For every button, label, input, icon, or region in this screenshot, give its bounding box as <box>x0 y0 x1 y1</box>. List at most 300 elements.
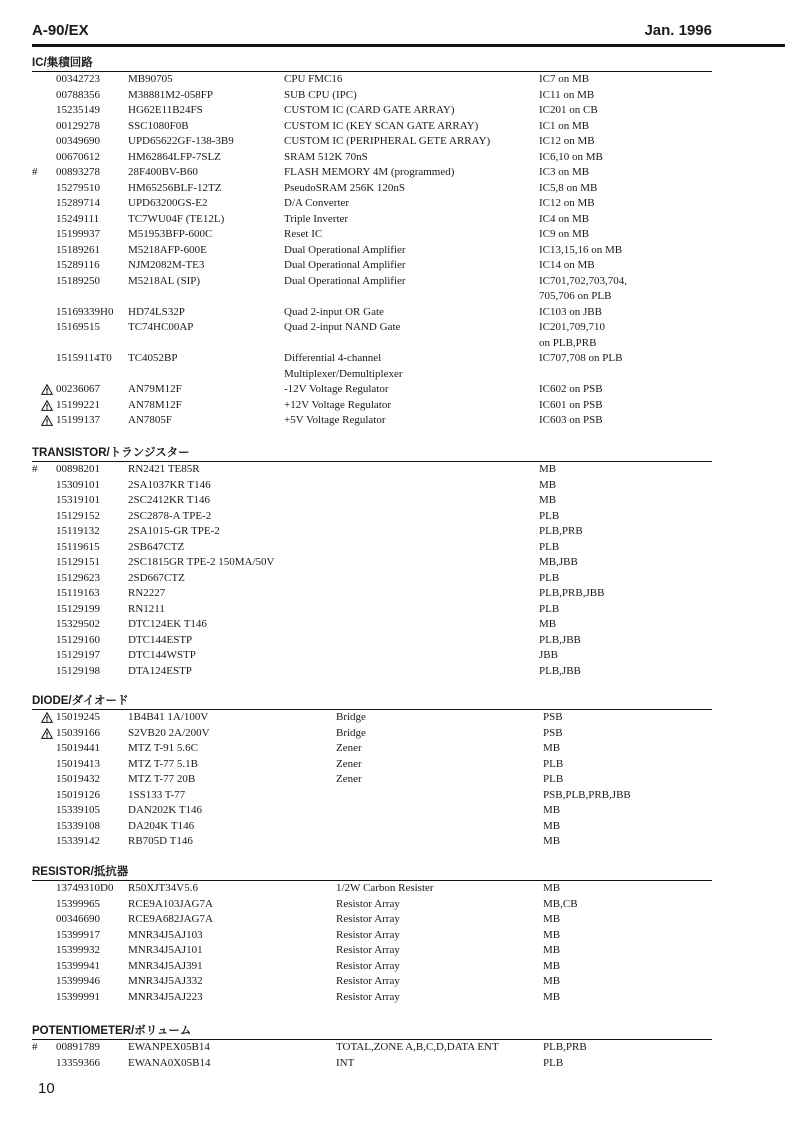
part-number: 00236067 <box>56 383 100 395</box>
description <box>284 212 348 228</box>
part-name: NJM2082M-TE3 <box>128 259 205 271</box>
location-line: PSB,PLB,PRB,JBB <box>543 788 631 801</box>
part-number: 15119615 <box>56 540 100 553</box>
description-line: Zener <box>336 742 362 754</box>
part-number: 15399932 <box>56 944 100 956</box>
section-title: DIODE/ダイオード <box>32 695 129 707</box>
page-number: 10 <box>38 1080 55 1097</box>
table-row <box>32 555 712 571</box>
part-number: 00342723 <box>56 73 100 85</box>
part-name: 2SC2878-A TPE-2 <box>128 509 212 522</box>
location-line: IC5,8 on MB <box>539 181 598 194</box>
description <box>284 88 357 104</box>
location-line: IC103 on JBB <box>539 305 602 318</box>
description-line: 1/2W Carbon Resister <box>336 882 434 894</box>
location <box>543 757 563 773</box>
location <box>539 305 602 321</box>
header-date: Jan. 1996 <box>644 22 712 39</box>
table-row <box>32 72 712 88</box>
part-name: 2SA1037KR T146 <box>128 478 211 491</box>
location-line: MB <box>543 804 561 816</box>
part-name: AN79M12F <box>128 383 182 395</box>
part-number: 15199221 <box>56 398 100 411</box>
part-number: 15039166 <box>56 726 100 739</box>
description-line: PseudoSRAM 256K 120nS <box>284 181 406 194</box>
part-number: 15309101 <box>56 478 100 491</box>
part-number: 15129623 <box>56 571 100 584</box>
location <box>539 398 603 414</box>
description <box>284 196 349 212</box>
table-row <box>32 413 712 429</box>
part-number: 15169339H0 <box>56 305 114 318</box>
part-number: 00349690 <box>56 135 100 147</box>
part-name: MNR34J5AJ223 <box>128 990 203 1003</box>
table-row <box>32 757 712 773</box>
revision-mark: # <box>32 463 38 475</box>
location-line: MB <box>539 463 557 475</box>
part-number: 00788356 <box>56 88 100 101</box>
table-row <box>32 1040 712 1056</box>
location <box>543 928 560 944</box>
table-row <box>32 819 712 835</box>
part-number: 15019126 <box>56 788 100 801</box>
location-line: IC14 on MB <box>539 259 595 271</box>
location <box>539 413 603 429</box>
description-line: -12V Voltage Regulator <box>284 383 389 395</box>
location <box>539 540 559 556</box>
table-row <box>32 741 712 757</box>
location-line: MB <box>543 928 561 941</box>
part-number: 15129197 <box>56 649 100 661</box>
location-line: IC7 on MB <box>539 73 590 85</box>
location-line: PLB,JBB <box>539 664 581 677</box>
part-number: 15129160 <box>56 633 100 646</box>
table-row <box>32 165 712 181</box>
description-line: Resistor Array <box>336 959 400 972</box>
part-name: DTC124EK T146 <box>128 618 207 630</box>
table-row <box>32 150 712 166</box>
part-name: MTZ T-91 5.6C <box>128 742 198 754</box>
part-number: 00670612 <box>56 150 100 163</box>
table-row <box>32 181 712 197</box>
part-name: HD74LS32P <box>128 305 185 318</box>
location <box>539 274 627 305</box>
part-name: HG62E11B24FS <box>128 104 203 116</box>
section-title: RESISTOR/抵抗器 <box>32 866 129 878</box>
part-name: M38881M2-058FP <box>128 88 213 101</box>
section <box>32 56 712 429</box>
location <box>539 181 597 197</box>
location-line: IC3 on MB <box>539 166 590 178</box>
description <box>336 897 400 913</box>
table-row <box>32 943 712 959</box>
location-line: PLB <box>539 540 560 553</box>
location-line: PLB <box>539 571 560 584</box>
location-line: PLB,PRB,JBB <box>539 587 605 599</box>
part-name: EWANA0X05B14 <box>128 1056 211 1069</box>
part-name: HM62864LFP-7SLZ <box>128 150 221 163</box>
location-line: MB <box>539 618 557 630</box>
table-row <box>32 633 712 649</box>
location <box>543 912 560 928</box>
section-rows <box>32 462 712 679</box>
location-line: IC11 on MB <box>539 88 595 101</box>
part-number: 15399991 <box>56 990 100 1003</box>
part-number: 15399941 <box>56 959 100 972</box>
table-row <box>32 88 712 104</box>
description <box>284 119 478 135</box>
location-line: PLB,JBB <box>539 633 581 646</box>
part-number: 15399965 <box>56 897 100 910</box>
part-number: 15129198 <box>56 664 100 677</box>
location-line: PLB <box>543 1056 564 1069</box>
description-line: Bridge <box>336 726 366 739</box>
location-line: IC201 on CB <box>539 104 598 116</box>
part-name: AN7805F <box>128 414 173 426</box>
part-number: 15019441 <box>56 742 100 754</box>
table-row <box>32 509 712 525</box>
description-line: Zener <box>336 773 362 785</box>
part-name: RB705D T146 <box>128 835 193 847</box>
table-row <box>32 103 712 119</box>
table-row <box>32 227 712 243</box>
table-row <box>32 772 712 788</box>
part-number: 15339142 <box>56 835 100 847</box>
part-number: 15119132 <box>56 525 100 537</box>
location-line: PLB,PRB <box>539 525 583 537</box>
location <box>539 258 595 274</box>
table-row <box>32 974 712 990</box>
part-number: 15399946 <box>56 975 100 987</box>
location-line: MB <box>543 975 561 987</box>
part-name: M5218AFP-600E <box>128 243 207 256</box>
section <box>32 1024 712 1071</box>
table-row <box>32 788 712 804</box>
part-number: 15199937 <box>56 228 100 240</box>
description <box>284 227 322 243</box>
part-number: 15019432 <box>56 773 100 785</box>
part-number: 15279510 <box>56 181 100 194</box>
part-name: DAN202K T146 <box>128 804 203 816</box>
part-number: 15289116 <box>56 259 100 271</box>
warning-triangle-icon <box>41 415 57 426</box>
part-name: AN78M12F <box>128 398 182 411</box>
section-rows <box>32 881 712 1005</box>
table-row <box>32 897 712 913</box>
location <box>539 493 556 509</box>
location <box>539 227 589 243</box>
part-number: 00898201 <box>56 463 100 475</box>
description <box>336 741 362 757</box>
part-name: 2SB647CTZ <box>128 540 185 553</box>
table-row <box>32 274 712 305</box>
location <box>539 648 558 664</box>
part-name: MNR34J5AJ391 <box>128 959 203 972</box>
location-line: MB <box>539 478 557 491</box>
description-line: Triple Inverter <box>284 212 349 225</box>
description <box>284 320 400 336</box>
table-row <box>32 196 712 212</box>
location-line: MB <box>543 944 561 956</box>
model-name: A-90/EX <box>32 22 89 39</box>
description-line: D/A Converter <box>284 197 350 209</box>
description <box>336 990 400 1006</box>
location <box>543 803 560 819</box>
location <box>539 602 559 618</box>
location <box>543 1040 587 1056</box>
table-row <box>32 990 712 1006</box>
part-number: 13359366 <box>56 1056 100 1069</box>
section <box>32 446 712 679</box>
description <box>284 258 406 274</box>
table-row <box>32 726 712 742</box>
location <box>543 897 578 913</box>
location <box>543 881 560 897</box>
section <box>32 694 712 850</box>
location-line: IC6,10 on MB <box>539 150 603 163</box>
revision-mark: # <box>32 1041 38 1053</box>
description <box>336 943 400 959</box>
table-row <box>32 212 712 228</box>
part-number: 15019413 <box>56 757 100 770</box>
description-line: Zener <box>336 757 362 770</box>
part-number: 15339105 <box>56 804 100 816</box>
part-number: 15289714 <box>56 197 100 209</box>
part-number: 15329502 <box>56 618 100 630</box>
part-number: 15235149 <box>56 104 100 116</box>
location <box>543 788 631 804</box>
description <box>336 1040 499 1056</box>
location <box>543 819 560 835</box>
table-row <box>32 258 712 274</box>
revision-mark: # <box>32 166 38 178</box>
location <box>543 990 560 1006</box>
table-row <box>32 928 712 944</box>
location-line: IC601 on PSB <box>539 398 603 411</box>
table-row <box>32 803 712 819</box>
table-row <box>32 710 712 726</box>
description-line: Multiplexer/Demultiplexer <box>284 367 403 380</box>
section-title: TRANSISTOR/トランジスター <box>32 447 190 459</box>
table-row <box>32 571 712 587</box>
location <box>539 212 589 228</box>
part-name: UPD63200GS-E2 <box>128 197 208 209</box>
description-line: Dual Operational Amplifier <box>284 259 406 271</box>
part-name: 1SS133 T-77 <box>128 788 186 801</box>
location-line: JBB <box>539 649 558 661</box>
location-line: IC9 on MB <box>539 228 590 240</box>
part-name: R50XJT34V5.6 <box>128 882 198 894</box>
location-line: IC1 on MB <box>539 119 590 132</box>
part-name: 28F400BV-B60 <box>128 166 198 178</box>
part-name: M51953BFP-600C <box>128 228 213 240</box>
part-number: 15249111 <box>56 212 100 225</box>
description <box>284 413 386 429</box>
part-name: MNR34J5AJ101 <box>128 944 203 956</box>
part-name: DA204K T146 <box>128 819 195 832</box>
part-name: TC74HC00AP <box>128 321 194 333</box>
location <box>539 633 581 649</box>
part-name: 2SC2412KR T146 <box>128 494 211 506</box>
location <box>539 165 589 181</box>
part-number: 15129152 <box>56 509 100 522</box>
description-line: Dual Operational Amplifier <box>284 243 406 256</box>
description <box>284 134 490 150</box>
location <box>543 834 560 850</box>
location <box>539 88 594 104</box>
description <box>336 1056 354 1072</box>
location-line: MB <box>543 742 561 754</box>
part-name: MNR34J5AJ103 <box>128 928 203 941</box>
description <box>284 382 389 398</box>
location <box>539 196 595 212</box>
description <box>284 274 406 290</box>
warning-triangle-icon <box>41 712 57 723</box>
location <box>539 103 598 119</box>
part-name: MB90705 <box>128 73 173 85</box>
location <box>539 150 603 166</box>
location <box>539 134 595 150</box>
location <box>543 1056 563 1072</box>
location-line: MB,JBB <box>539 556 578 568</box>
location-line: IC12 on MB <box>539 135 595 147</box>
section-rows <box>32 72 712 429</box>
table-row <box>32 1056 712 1072</box>
table-row <box>32 462 712 478</box>
location <box>539 72 589 88</box>
location <box>539 462 556 478</box>
part-number: 15319101 <box>56 494 100 506</box>
description-line: SUB CPU (IPC) <box>284 88 357 101</box>
description-line: CUSTOM IC (PERIPHERAL GETE ARRAY) <box>284 135 491 147</box>
location-line: MB <box>543 819 561 832</box>
location <box>539 351 622 367</box>
part-number: 00891789 <box>56 1041 100 1053</box>
table-row <box>32 478 712 494</box>
location <box>539 320 605 351</box>
description-line: Resistor Array <box>336 944 400 956</box>
part-number: 15199137 <box>56 414 100 426</box>
description-line: Resistor Array <box>336 975 400 987</box>
description <box>284 150 368 166</box>
description <box>284 398 391 414</box>
section <box>32 865 712 1005</box>
table-row <box>32 617 712 633</box>
section-title: IC/集積回路 <box>32 57 93 69</box>
location-line: IC13,15,16 on MB <box>539 243 623 256</box>
description-line: Resistor Array <box>336 897 400 910</box>
description <box>284 243 406 259</box>
part-name: S2VB20 2A/200V <box>128 726 210 739</box>
location-line: PLB <box>539 602 560 615</box>
part-number: 13749310D0 <box>56 882 114 894</box>
location <box>543 974 560 990</box>
description <box>336 912 400 928</box>
location-line: MB <box>543 835 561 847</box>
description-line: CUSTOM IC (CARD GATE ARRAY) <box>284 104 455 116</box>
table-row <box>32 834 712 850</box>
location-line: PSB <box>543 726 563 739</box>
part-name: SSC1080F0B <box>128 119 189 132</box>
description-line: +5V Voltage Regulator <box>284 414 386 426</box>
part-name: 1B4B41 1A/100V <box>128 711 209 723</box>
location-line: IC4 on MB <box>539 212 590 225</box>
part-number: 15129199 <box>56 602 100 615</box>
location <box>539 509 559 525</box>
location-line: IC701,702,703,704, <box>539 274 627 287</box>
part-name: EWANPEX05B14 <box>128 1041 210 1053</box>
description-line: Quad 2-input NAND Gate <box>284 321 401 333</box>
location-line: IC201,709,710 <box>539 321 605 333</box>
description-line: Dual Operational Amplifier <box>284 274 406 287</box>
part-number: 15119163 <box>56 587 100 599</box>
location <box>539 524 583 540</box>
description-line: Differential 4-channel <box>284 352 382 364</box>
description-line: Reset IC <box>284 228 323 240</box>
location-line: 705,706 on PLB <box>539 290 612 302</box>
description <box>284 72 342 88</box>
location-line: IC707,708 on PLB <box>539 352 623 364</box>
part-name: RN2421 TE85R <box>128 463 200 475</box>
part-number: 15189250 <box>56 274 100 287</box>
location <box>539 478 556 494</box>
description <box>284 103 455 119</box>
part-number: 15399917 <box>56 928 100 941</box>
section-title: POTENTIOMETER/ボリューム <box>32 1025 192 1037</box>
description-line: SRAM 512K 70nS <box>284 150 368 163</box>
location-line: PLB,PRB <box>543 1041 587 1053</box>
location-line: MB <box>543 913 561 925</box>
location <box>543 772 563 788</box>
description-line: TOTAL,ZONE A,B,C,D,DATA ENT <box>336 1041 499 1053</box>
location <box>539 664 581 680</box>
location <box>543 741 560 757</box>
part-number: 00346690 <box>56 913 100 925</box>
description <box>336 710 366 726</box>
location <box>539 555 578 571</box>
section-rows <box>32 1040 712 1071</box>
description-line: CPU FMC16 <box>284 73 343 85</box>
location <box>539 382 603 398</box>
warning-triangle-icon <box>41 400 57 411</box>
part-number: 15189261 <box>56 243 100 256</box>
part-name: MTZ T-77 20B <box>128 773 196 785</box>
table-row <box>32 912 712 928</box>
location <box>543 943 560 959</box>
warning-triangle-icon <box>41 384 57 395</box>
table-row <box>32 493 712 509</box>
description <box>284 305 384 321</box>
description-line: Quad 2-input OR Gate <box>284 305 384 318</box>
location-line: PLB <box>543 757 564 770</box>
location <box>543 710 563 726</box>
location <box>539 243 622 259</box>
location-line: MB <box>543 990 561 1003</box>
part-number: 15019245 <box>56 711 100 723</box>
table-row <box>32 134 712 150</box>
table-row <box>32 664 712 680</box>
location-line: IC602 on PSB <box>539 383 603 395</box>
part-number: 00893278 <box>56 166 100 178</box>
part-name: DTA124ESTP <box>128 664 192 677</box>
description <box>336 757 362 773</box>
description <box>336 959 400 975</box>
part-name: 2SC1815GR TPE-2 150MA/50V <box>128 556 275 568</box>
table-row <box>32 382 712 398</box>
table-row <box>32 320 712 351</box>
table-row <box>32 305 712 321</box>
part-name: M5218AL (SIP) <box>128 274 201 287</box>
